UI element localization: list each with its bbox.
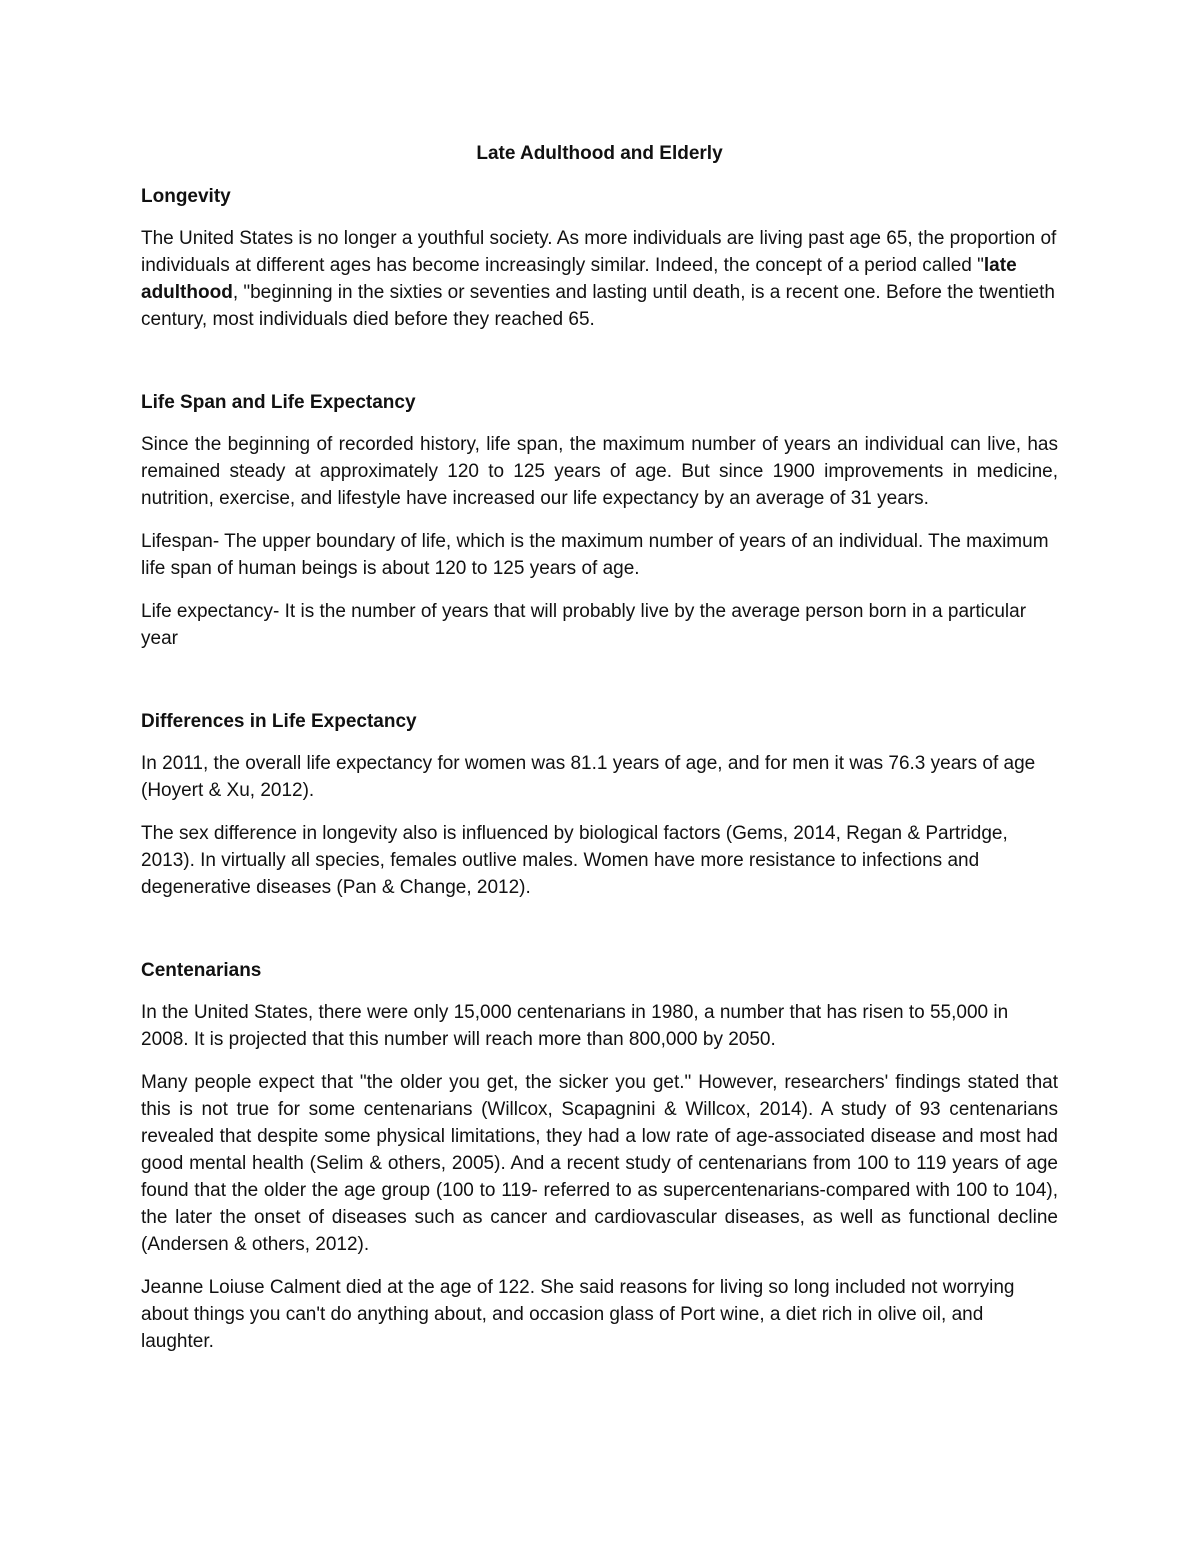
paragraph-centenarians-counts: In the United States, there were only 15,000 centenarians in 1980, a number that has risen to 55,000 in 2008. It is projected that this number will reach more than 800,000 by 2050. bbox=[141, 1002, 1009, 1050]
section-heading-longevity: Longevity bbox=[141, 186, 231, 207]
term-late-adulthood: late adulthood bbox=[141, 255, 1017, 303]
paragraph-lifespan-definition: Lifespan- The upper boundary of life, which is the maximum number of years of an individual. The maximum life span of human beings is about 120 to 125 years of age. bbox=[141, 531, 1049, 579]
paragraph-centenarians-calment: Jeanne Loiuse Calment died at the age of 122. She said reasons for living so long included not worrying about things you can't do anything about, and occasion glass of Port wine, a diet rich in olive oil, and laughter. bbox=[141, 1277, 1015, 1352]
section-spacer bbox=[141, 349, 1058, 389]
paragraph-longevity-intro bbox=[141, 225, 1058, 333]
paragraph-differences-2011: In 2011, the overall life expectancy for women was 81.1 years of age, and for men it was 76.3 years of age (Hoyert & Xu, 2012). bbox=[141, 753, 1036, 801]
paragraph-text: The United States is no longer a youthful society. As more individuals are living past age 65, the proportion of individuals at different ages has become increasingly similar. Indeed, the concept of a period called " bbox=[141, 228, 1057, 276]
section-longevity bbox=[141, 183, 1058, 333]
section-centenarians bbox=[141, 957, 1058, 1355]
section-differences bbox=[141, 708, 1058, 901]
document-page bbox=[141, 140, 1058, 1371]
paragraph-centenarians-research: Many people expect that "the older you get, the sicker you get." However, researchers' findings stated that this is not true for some centenarians (Willcox, Scapagnini & Willcox, 2014). A study of 93 centenarians revealed that despite some physical limitations, they had a low rate of age-associated disease and most had good mental health (Selim & others, 2005). And a recent study of centenarians from 100 to 119 years of age found that the older the age group (100 to 119- referred to as supercentenarians-compared with 100 to 104), the later the onset of diseases such as cancer and cardiovascular diseases, as well as functional decline (Andersen & others, 2012). bbox=[141, 1072, 1058, 1255]
document-title: Late Adulthood and Elderly bbox=[476, 143, 723, 164]
paragraph-life-span-history: Since the beginning of recorded history, life span, the maximum number of years an individual can live, has remained steady at approximately 120 to 125 years of age. But since 1900 improvements in medicine, nutrition, exercise, and lifestyle have increased our life expectancy by an average of 31 years. bbox=[141, 434, 1058, 509]
section-heading-differences: Differences in Life Expectancy bbox=[141, 711, 417, 732]
section-heading-centenarians: Centenarians bbox=[141, 960, 262, 981]
paragraph-life-expectancy-definition: Life expectancy- It is the number of years that will probably live by the average person born in a particular year bbox=[141, 601, 1027, 649]
paragraph-differences-sex: The sex difference in longevity also is influenced by biological factors (Gems, 2014, Regan & Partridge, 2013). In virtually all species, females outlive males. Women have more resistance to infections and degenerative diseases (Pan & Change, 2012). bbox=[141, 823, 1008, 898]
section-heading-life-span: Life Span and Life Expectancy bbox=[141, 392, 416, 413]
paragraph-text: , "beginning in the sixties or seventies and lasting until death, is a recent one. Before the twentieth century, most individuals died before they reached 65. bbox=[141, 282, 1055, 330]
section-spacer bbox=[141, 668, 1058, 708]
section-spacer bbox=[141, 917, 1058, 957]
section-life-span bbox=[141, 389, 1058, 652]
